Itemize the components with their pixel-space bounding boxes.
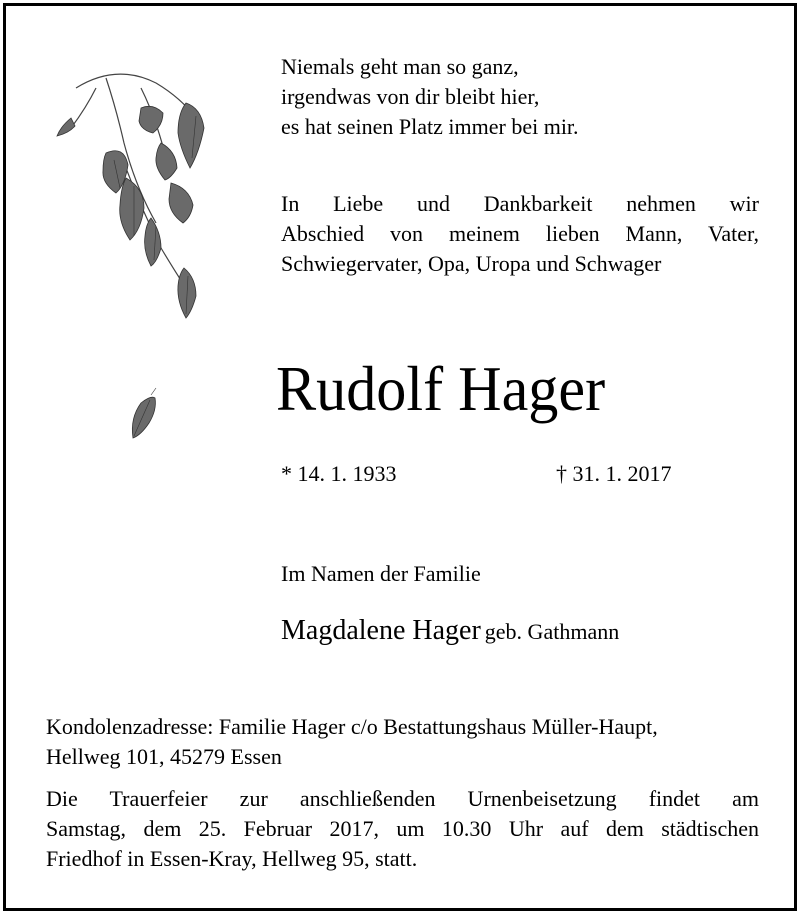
condolence-address [46,712,658,772]
ceremony-details [46,784,759,874]
death-date: † 31. 1. 2017 [556,461,672,486]
farewell-line: In Liebe und Dankbarkeit nehmen wir [281,191,759,216]
deceased-name: Rudolf Hager [276,353,606,424]
birth-date: * 14. 1. 1933 [281,461,397,486]
address-line: Kondolenzadresse: Familie Hager c/o Bestattungshaus Müller-Haupt, [46,714,658,739]
ceremony-line: Samstag, dem 25. Februar 2017, um 10.30 Uhr auf dem städtischen [46,816,759,841]
farewell-text [281,189,759,279]
signer-maiden-name: geb. Gathmann [484,619,620,644]
signer [281,614,619,649]
poem-line: irgendwas von dir bleibt hier, [281,84,540,109]
farewell-line: Schwiegervater, Opa, Uropa und Schwager [281,251,662,276]
signer-name: Magdalene Hager [281,615,481,646]
poem-verse [281,52,579,142]
family-label: Im Namen der Familie [281,561,481,586]
birch-branch-leaves-icon [46,48,236,473]
ceremony-line: Die Trauerfeier zur anschließenden Urnenbeisetzung findet am [46,786,759,811]
ceremony-line: Friedhof in Essen-Kray, Hellweg 95, statt. [46,846,418,871]
obituary-notice [3,3,797,911]
poem-line: Niemals geht man so ganz, [281,54,519,79]
address-line: Hellweg 101, 45279 Essen [46,744,282,769]
poem-line: es hat seinen Platz immer bei mir. [281,114,579,139]
farewell-line: Abschied von meinem lieben Mann, Vater, [281,221,759,246]
